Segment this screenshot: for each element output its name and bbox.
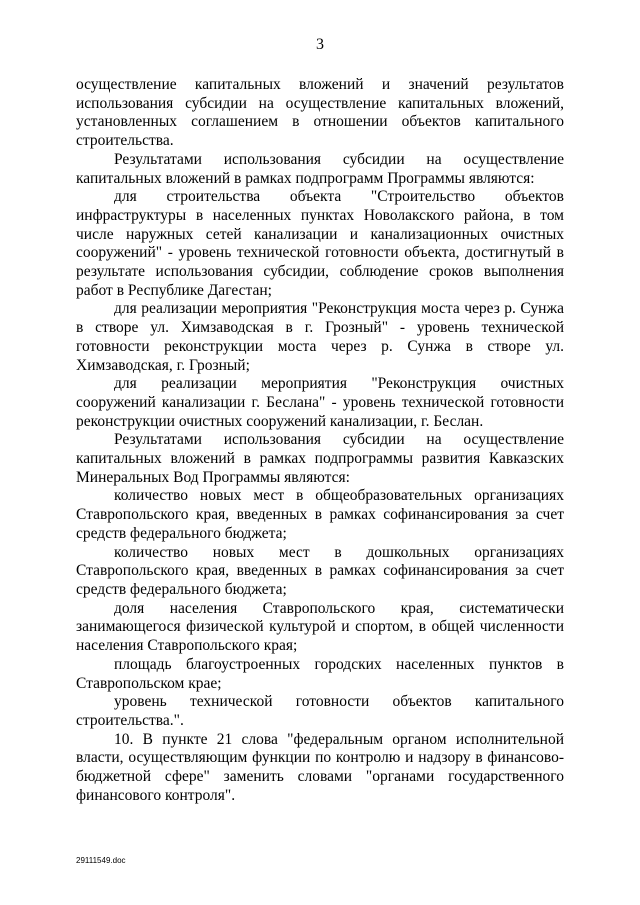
- paragraph-preschool-places: количество новых мест в дошкольных организациях Ставропольского края, введенных в рамках софинансирования за счет средств федерального бюджета;: [76, 543, 564, 598]
- paragraph-results-intro: Результатами использования субсидии на осуществление капитальных вложений в рамках подпрограмм Программы являются:: [76, 150, 564, 187]
- paragraph-novolaksky: для строительства объекта "Строительство объектов инфраструктуры в населенных пунктах Новолакского района, в том числе наружных сетей канализации и канализационных очистных сооружений" - уровень технической готовности объекта, достигнутый в результате использования субсидии, соблюдение сроков выполнения работ в Республике Дагестан;: [76, 188, 564, 299]
- paragraph-readiness: уровень технической готовности объектов капитального строительства.".: [76, 693, 564, 729]
- document-body: [76, 76, 564, 805]
- paragraph-beslan: для реализации мероприятия "Реконструкция очистных сооружений канализации г. Беслана" - уровень технической готовности реконструкции очистных сооружений канализации, г. Беслан.: [76, 375, 564, 430]
- page-number: 3: [316, 36, 324, 53]
- paragraph-kmv-intro: Результатами использования субсидии на осуществление капитальных вложений в рамках подпрограммы развития Кавказских Минеральных Вод Программы являются:: [76, 431, 564, 486]
- paragraph-item-10: 10. В пункте 21 слова "федеральным органом исполнительной власти, осуществляющим функции по контролю и надзору в финансово-бюджетной сфере" заменить словами "органами государственного финансового контроля".: [76, 730, 564, 804]
- paragraph-sunzha-bridge: для реализации мероприятия "Реконструкция моста через р. Сунжа в створе ул. Химзаводская в г. Грозный" - уровень технической готовности реконструкции моста через р. Сунжа в створе ул. Химзаводская, г. Грозный;: [76, 300, 564, 374]
- footer-doc-code: 29111549.doc: [76, 856, 126, 865]
- paragraph-school-places: количество новых мест в общеобразовательных организациях Ставропольского края, введенных в рамках софинансирования за счет средств федерального бюджета;: [76, 487, 564, 542]
- paragraph-landscaping: площадь благоустроенных городских населенных пунктов в Ставропольском крае;: [76, 655, 564, 692]
- paragraph-continuation: осуществление капитальных вложений и значений результатов использования субсидии на осуществление капитальных вложений, установленных соглашением в отношении объектов капитального строительства.: [76, 76, 564, 150]
- paragraph-sport-share: доля населения Ставропольского края, систематически занимающегося физической культурой и спортом, в общей численности населения Ставропольского края;: [76, 599, 564, 655]
